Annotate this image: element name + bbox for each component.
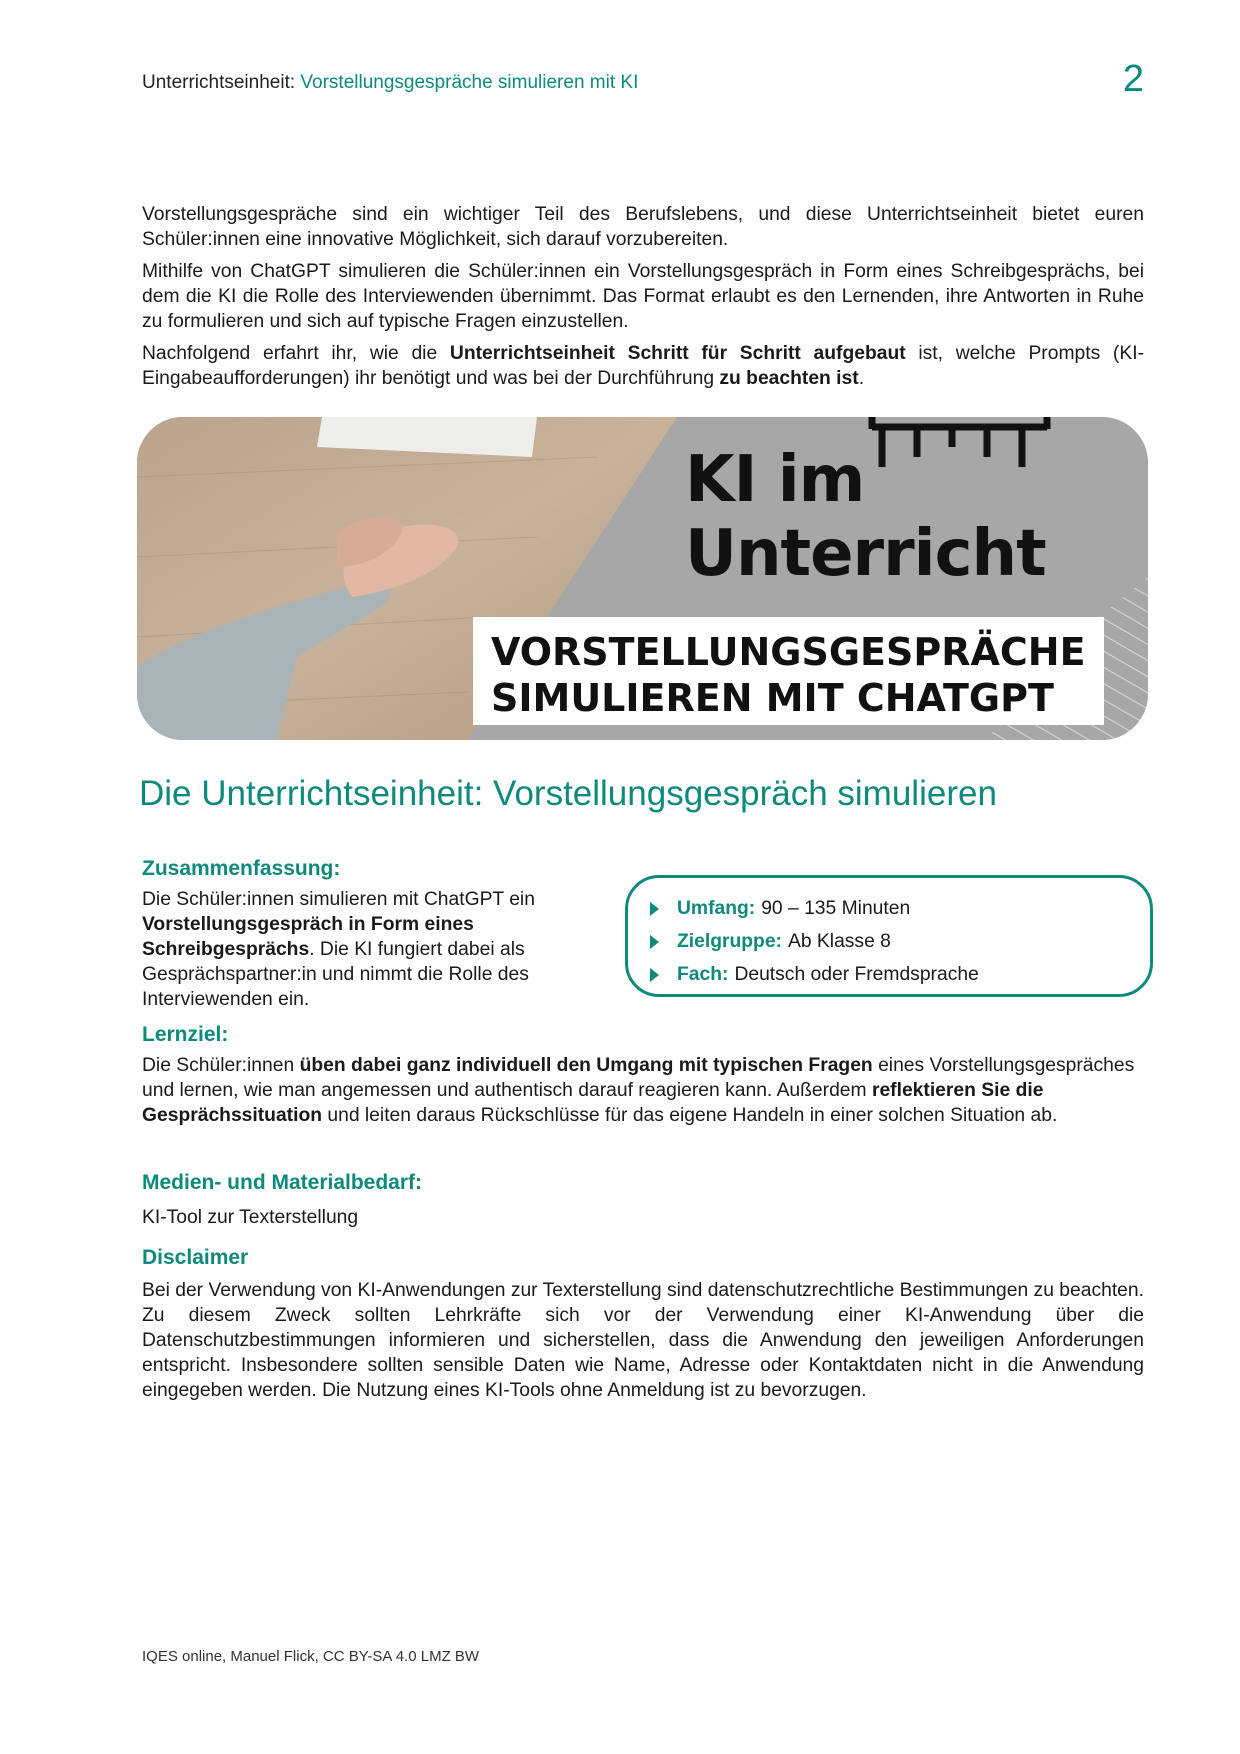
- bold-span: zu beachten ist: [719, 368, 859, 389]
- page-number: 2: [1122, 58, 1144, 100]
- fact-key: Fach:: [677, 964, 729, 985]
- fact-value: 90 – 135 Minuten: [761, 898, 911, 919]
- facts-box: [625, 875, 1153, 997]
- disclaimer-heading: Disclaimer: [142, 1246, 249, 1269]
- banner-title-line-2: Unterricht: [685, 517, 1046, 591]
- banner-title-line-1: KI im: [685, 443, 865, 517]
- disclaimer-section: [142, 1245, 1144, 1403]
- arrow-icon: [650, 902, 659, 916]
- banner-subtitle-line-2: SIMULIEREN MIT CHATGPT: [491, 676, 1054, 720]
- bold-span: reflektieren Sie die Gesprächssituation: [142, 1080, 1044, 1126]
- bold-span: Vorstellungsgespräch in Form eines Schreibgesprächs: [142, 914, 474, 960]
- text-span: und leiten daraus Rückschlüsse für das eigene Handeln in einer solchen Situation ab.: [322, 1105, 1058, 1126]
- footer-credit: IQES online, Manuel Flick, CC BY-SA 4.0 LMZ BW: [142, 1648, 480, 1665]
- text-span: eines Vorstellungsgespräches und lernen, wie man angemessen und authentisch darauf reagieren kann. Außerdem: [142, 1055, 1135, 1101]
- intro-paragraph-1: Vorstellungsgespräche sind ein wichtiger Teil des Berufslebens, und diese Unterrichtseinheit bietet euren Schüler:innen eine innovative Möglichkeit, sich darauf vorzubereiten.: [142, 204, 1144, 250]
- fact-key: Zielgruppe:: [677, 931, 782, 952]
- fact-value: Ab Klasse 8: [787, 931, 891, 952]
- intro-paragraph-2: Mithilfe von ChatGPT simulieren die Schüler:innen ein Vorstellungsgespräch in Form eines Schreibgesprächs, bei dem die KI die Rolle des Interviewenden übernimmt. Das Format erlaubt es den Lernenden, ihre Antworten in Ruhe zu formulieren und sich auf typische Fragen einzustellen.: [142, 261, 1144, 332]
- bold-span: Unterrichtseinheit Schritt für Schritt aufgebaut: [449, 343, 906, 364]
- fact-scope: [650, 892, 1150, 925]
- text-span: Nachfolgend erfahrt ihr, wie die: [142, 343, 450, 364]
- media-text: KI-Tool zur Texterstellung: [142, 1207, 359, 1228]
- media-section: [142, 1170, 1144, 1230]
- header-title: Vorstellungsgespräche simulieren mit KI: [300, 72, 639, 93]
- goal-section: [142, 1022, 1144, 1128]
- arrow-icon: [650, 935, 659, 949]
- running-header: [142, 72, 638, 94]
- fact-key: Umfang:: [677, 898, 756, 919]
- title-banner: [137, 417, 1148, 740]
- fact-value: Deutsch oder Fremdsprache: [734, 964, 979, 985]
- text-span: .: [858, 368, 865, 389]
- header-prefix: Unterrichtseinheit:: [142, 72, 301, 93]
- text-span: . Die KI fungiert dabei als Gesprächspartner:in und nimmt die Rolle des Interviewenden ein.: [142, 939, 529, 1010]
- bold-span: üben dabei ganz individuell den Umgang mit typischen Fragen: [299, 1055, 873, 1076]
- summary-section: [142, 856, 582, 1012]
- summary-text: [142, 887, 582, 1012]
- goal-text: [142, 1053, 1144, 1128]
- section-title: Die Unterrichtseinheit: Vorstellungsgespräch simulieren: [139, 774, 997, 813]
- text-span: Die Schüler:innen: [142, 1055, 300, 1076]
- summary-heading: Zusammenfassung:: [142, 857, 341, 880]
- banner-subtitle: [473, 617, 1104, 725]
- fact-target-group: [650, 925, 1150, 958]
- intro-text: [142, 202, 1144, 398]
- intro-paragraph-3: [142, 341, 1144, 391]
- text-span: ist, welche Prompts (KI-Eingabeaufforderungen) ihr benötigt und was bei der Durchführung: [142, 343, 1144, 389]
- banner-subtitle-line-1: VORSTELLUNGSGESPRÄCHE: [491, 630, 1086, 674]
- arrow-icon: [650, 968, 659, 982]
- fact-subject: [650, 958, 1150, 991]
- goal-heading: Lernziel:: [142, 1023, 229, 1046]
- text-span: Die Schüler:innen simulieren mit ChatGPT ein: [142, 889, 535, 910]
- media-heading: Medien- und Materialbedarf:: [142, 1171, 423, 1194]
- disclaimer-text: Bei der Verwendung von KI-Anwendungen zur Texterstellung sind datenschutzrechtliche Bestimmungen zu beachten. Zu diesem Zweck sollten Lehrkräfte sich vor der Verwendung einer KI-Anwendung über die Datenschutzbestimmungen informieren und sicherstellen, dass die Anwendung den jeweiligen Anforderungen entspricht. Insbesondere sollten sensible Daten wie Name, Adresse oder Kontaktdaten nicht in die Anwendung eingegeben werden. Die Nutzung eines KI-Tools ohne Anmeldung ist zu bevorzugen.: [142, 1280, 1144, 1401]
